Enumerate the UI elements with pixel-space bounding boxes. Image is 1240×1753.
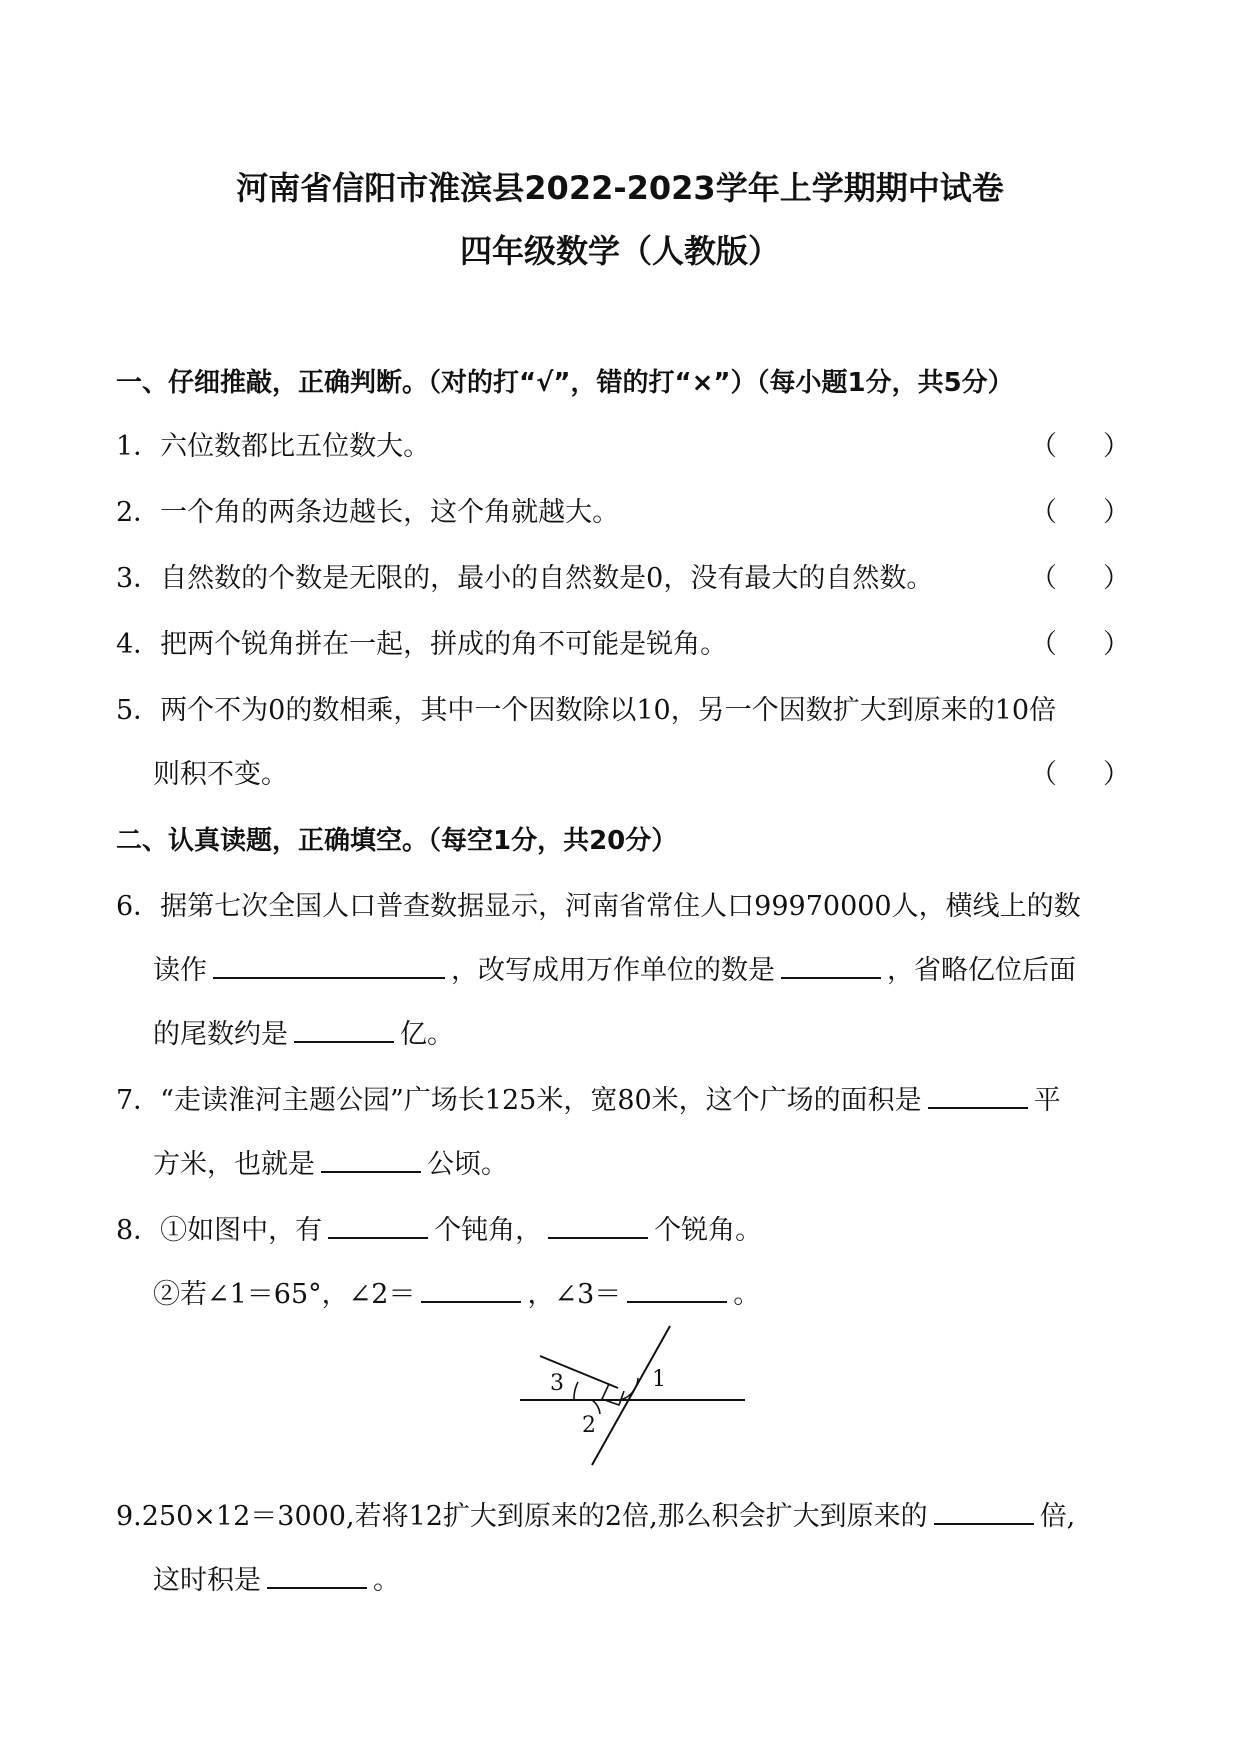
question-1: 1．六位数都比五位数大。 bbox=[116, 431, 431, 462]
answer-blank[interactable] bbox=[548, 1213, 648, 1239]
question-2: 2．一个角的两条边越长，这个角就越大。 bbox=[116, 497, 620, 528]
question-5: 5．两个不为0的数相乘，其中一个因数除以10，另一个因数扩大到原来的10倍 bbox=[116, 695, 1057, 726]
answer-blank[interactable] bbox=[321, 1147, 421, 1173]
answer-blank[interactable] bbox=[267, 1563, 367, 1589]
question-8-line-1: 8．①如图中，有 个钝角， 个锐角。 bbox=[116, 1215, 763, 1246]
answer-blank[interactable] bbox=[928, 1083, 1028, 1109]
page-title: 河南省信阳市淮滨县2022-2023学年上学期期中试卷 bbox=[236, 169, 1004, 207]
angle-figure bbox=[520, 1320, 750, 1470]
question-4: 4．把两个锐角拼在一起，拼成的角不可能是锐角。 bbox=[116, 629, 728, 660]
page-subtitle: 四年级数学（人教版） bbox=[459, 232, 780, 270]
question-9-line-1: 9.250×12＝3000,若将12扩大到原来的2倍,那么积会扩大到原来的 倍, bbox=[116, 1501, 1076, 1532]
question-9-line-2: 这时积是 。 bbox=[153, 1565, 400, 1596]
question-8-line-2: ②若∠1＝65°，∠2＝ ，∠3＝ 。 bbox=[153, 1279, 761, 1310]
angle-2-label: 2 bbox=[582, 1413, 596, 1438]
question-6-line-3: 的尾数约是 亿。 bbox=[153, 1019, 454, 1050]
question-3: 3．自然数的个数是无限的，最小的自然数是0，没有最大的自然数。 bbox=[116, 563, 934, 594]
answer-blank[interactable] bbox=[294, 1017, 394, 1043]
question-7-line-2: 方米，也就是 公顷。 bbox=[153, 1149, 508, 1180]
angle-3-arc bbox=[574, 1382, 578, 1400]
answer-paren-1[interactable]: （ ） bbox=[1030, 431, 1130, 462]
answer-blank[interactable] bbox=[781, 953, 881, 979]
answer-paren-3[interactable]: （ ） bbox=[1030, 563, 1130, 594]
question-7-line-1: 7．“走读淮河主题公园”广场长125米，宽80米，这个广场的面积是 平 bbox=[116, 1085, 1061, 1116]
right-angle-mark bbox=[602, 1384, 624, 1405]
section-2-heading: 二、认真读题，正确填空。（每空1分，共20分） bbox=[116, 826, 678, 856]
answer-blank[interactable] bbox=[421, 1277, 521, 1303]
answer-blank[interactable] bbox=[328, 1213, 428, 1239]
answer-paren-2[interactable]: （ ） bbox=[1030, 497, 1130, 528]
answer-paren-4[interactable]: （ ） bbox=[1030, 629, 1130, 660]
answer-blank[interactable] bbox=[213, 953, 445, 979]
question-6-line-1: 6．据第七次全国人口普查数据显示，河南省常住人口99970000人，横线上的数 bbox=[116, 891, 1081, 922]
question-5-cont: 则积不变。 bbox=[153, 759, 288, 790]
question-6-line-2: 读作 ，改写成用万作单位的数是 ，省略亿位后面 bbox=[153, 955, 1076, 986]
answer-blank[interactable] bbox=[934, 1499, 1034, 1525]
answer-blank[interactable] bbox=[627, 1277, 727, 1303]
section-1-heading: 一、仔细推敲，正确判断。（对的打“√”，错的打“×”）（每小题1分，共5分） bbox=[116, 368, 1014, 398]
answer-paren-5[interactable]: （ ） bbox=[1030, 759, 1130, 790]
angle-1-label: 1 bbox=[652, 1367, 666, 1392]
angle-3-label: 3 bbox=[550, 1371, 564, 1396]
angle-2-arc bbox=[592, 1400, 600, 1414]
